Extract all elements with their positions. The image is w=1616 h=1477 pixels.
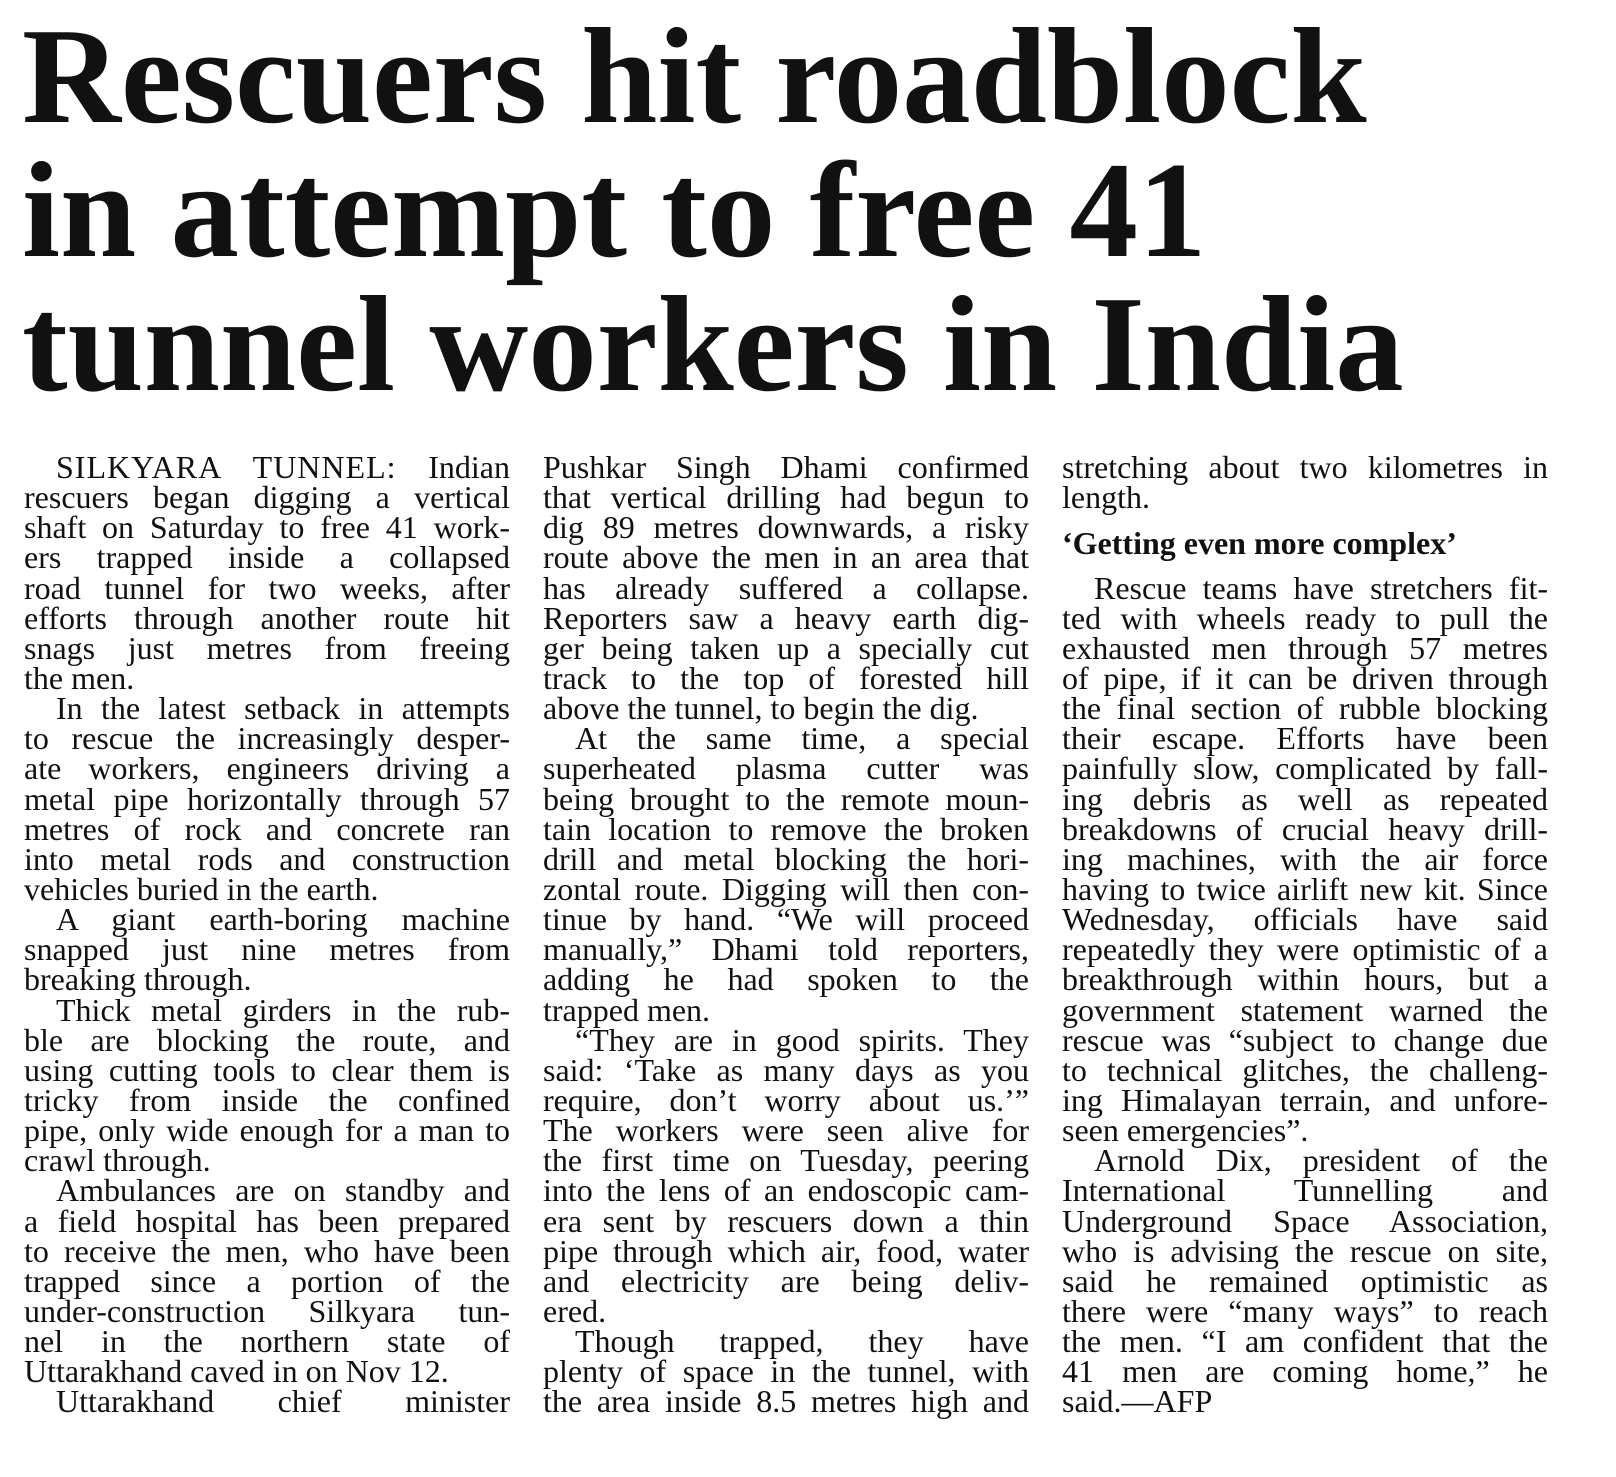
body-line: adding he had spoken to the — [543, 961, 1029, 998]
body-line: to rescue the increasingly desper- — [24, 720, 510, 757]
dateline: SILKYARA TUNNEL: — [56, 449, 397, 485]
body-line: shaft on Saturday to free 41 work- — [24, 509, 510, 546]
headline-line: Rescuers hit roadblock — [22, 0, 1367, 152]
body-line: said.—AFP — [1062, 1383, 1213, 1420]
body-line: trapped men. — [543, 991, 711, 1028]
body-line: of pipe, if it can be driven through — [1062, 660, 1548, 696]
body-line: The workers were seen alive for — [543, 1112, 1029, 1149]
body-line: 41 men are coming home,” he — [1062, 1353, 1548, 1390]
body-line: ble are blocking the route, and — [24, 1021, 510, 1058]
body-line: metal pipe horizontally through 57 — [24, 780, 510, 817]
body-line: using cutting tools to clear them is — [24, 1051, 510, 1088]
body-line: ing debris as well as repeated — [1062, 780, 1548, 817]
body-line: a field hospital has been prepared — [24, 1202, 510, 1239]
body-line: era sent by rescuers down a thin — [543, 1202, 1029, 1239]
body-line: there were “many ways” to reach — [1062, 1292, 1548, 1329]
body-line: the men. “I am confident that the — [1062, 1323, 1548, 1360]
body-line: pipe through which air, food, water — [543, 1232, 1029, 1269]
body-line: length. — [1062, 479, 1150, 516]
body-line: Thick metal girders in the rub- — [56, 991, 510, 1028]
body-line: road tunnel for two weeks, after — [24, 569, 510, 606]
body-line: tain location to remove the broken — [543, 810, 1029, 847]
body-line: the final section of rubble blocking — [1062, 690, 1548, 727]
body-line: above the tunnel, to begin the dig. — [543, 690, 979, 727]
body-line: said he remained optimistic as — [1062, 1262, 1548, 1299]
body-line: ted with wheels ready to pull the — [1062, 599, 1548, 636]
body-line: plenty of space in the tunnel, with — [543, 1353, 1029, 1390]
body-line: efforts through another route hit — [24, 599, 510, 636]
body-line: ers trapped inside a collapsed — [24, 539, 510, 576]
body-line: track to the top of forested hill — [543, 659, 1029, 696]
body-line: tinue by hand. “We will proceed — [543, 901, 1029, 938]
body-line: require, don’t worry about us.’” — [543, 1081, 1029, 1118]
body-line: having to twice airlift new kit. Since — [1062, 870, 1548, 907]
headline-line: tunnel workers in India — [22, 268, 1404, 420]
body-line: Pushkar Singh Dhami confirmed — [543, 449, 1029, 485]
body-line: drill and metal blocking the hori- — [543, 840, 1029, 877]
body-line: exhausted men through 57 metres — [1062, 629, 1548, 666]
body-line: Though trapped, they have — [575, 1323, 1029, 1360]
article-column-1 — [24, 449, 510, 1420]
body-line: rescuers began digging a vertical — [24, 479, 510, 516]
body-line: their escape. Efforts have been — [1062, 720, 1548, 757]
body-line: breakdowns of crucial heavy drill- — [1062, 810, 1548, 847]
body-line: said: ‘Take as many days as you — [543, 1051, 1029, 1088]
body-line: crawl through. — [24, 1142, 211, 1179]
body-line: nel in the northern state of — [24, 1323, 510, 1360]
body-line: Uttarakhand chief minister — [56, 1383, 510, 1420]
body-line: that vertical drilling had begun to — [543, 479, 1029, 516]
body-line: under-construction Silkyara tun- — [24, 1292, 510, 1329]
body-line: metres of rock and concrete ran — [24, 810, 510, 847]
body-line: stretching about two kilometres in — [1062, 449, 1548, 485]
body-line: Ambulances are on standby and — [56, 1172, 510, 1209]
body-line: the first time on Tuesday, peering — [543, 1142, 1029, 1179]
body-line: breakthrough within hours, but a — [1062, 961, 1548, 998]
body-line-text: Indian — [428, 449, 510, 485]
body-line: Uttarakhand caved in on Nov 12. — [24, 1353, 449, 1390]
body-line: zontal route. Digging will then con- — [543, 870, 1029, 907]
body-line: snapped just nine metres from — [24, 931, 510, 968]
body-line: and electricity are being deliv- — [543, 1262, 1029, 1299]
body-line: who is advising the rescue on site, — [1062, 1232, 1548, 1269]
body-line: has already suffered a collapse. — [543, 569, 1029, 606]
body-line: superheated plasma cutter was — [543, 750, 1029, 787]
body-line: ing Himalayan terrain, and unfore- — [1062, 1081, 1548, 1118]
body-line: tricky from inside the confined — [24, 1081, 510, 1118]
body-line: snags just metres from freeing — [24, 629, 510, 666]
body-line: ing machines, with the air force — [1062, 840, 1548, 877]
body-line: A giant earth-boring machine — [56, 901, 510, 938]
body-line: International Tunnelling and — [1062, 1172, 1548, 1209]
body-line: repeatedly they were optimistic of a — [1062, 931, 1548, 968]
body-line: seen emergencies”. — [1062, 1112, 1309, 1149]
body-line: government statement warned the — [1062, 991, 1548, 1028]
body-line: the area inside 8.5 metres high and — [543, 1383, 1029, 1420]
body-line: pipe, only wide enough for a man to — [24, 1112, 510, 1149]
body-line — [24, 449, 510, 485]
article-column-2 — [543, 449, 1029, 1420]
body-line: Reporters saw a heavy earth dig- — [543, 599, 1029, 636]
body-line: to receive the men, who have been — [24, 1232, 510, 1269]
body-line: painfully slow, complicated by fall- — [1062, 750, 1548, 787]
subhead: ‘Getting even more complex’ — [1062, 525, 1457, 562]
headline-line: in attempt to free 41 — [22, 134, 1207, 286]
article-column-3 — [1062, 449, 1548, 1420]
body-line: manually,” Dhami told reporters, — [543, 931, 1029, 968]
body-line: vehicles buried in the earth. — [24, 870, 379, 907]
body-line: being brought to the remote moun- — [543, 780, 1029, 817]
body-line: to technical glitches, the challeng- — [1062, 1051, 1548, 1088]
body-line: ger being taken up a specially cut — [543, 629, 1029, 666]
body-line: rescue was “subject to change due — [1062, 1021, 1548, 1058]
body-line: Underground Space Association, — [1062, 1202, 1548, 1239]
body-line: At the same time, a special — [575, 720, 1029, 757]
body-line: In the latest setback in attempts — [56, 690, 510, 727]
headline — [22, 0, 1404, 420]
body-line: the men. — [24, 659, 135, 696]
body-line: breaking through. — [24, 961, 252, 998]
body-line: into metal rods and construction — [24, 840, 510, 877]
body-line: ered. — [543, 1292, 607, 1329]
body-line: “They are in good spirits. They — [575, 1021, 1029, 1058]
body-line: Arnold Dix, president of the — [1094, 1142, 1548, 1179]
body-line: Wednesday, officials have said — [1062, 901, 1548, 938]
body-line: ate workers, engineers driving a — [24, 750, 510, 787]
body-line: dig 89 metres downwards, a risky — [543, 509, 1029, 546]
body-line: route above the men in an area that — [543, 539, 1029, 576]
body-line: into the lens of an endoscopic cam- — [543, 1172, 1029, 1209]
body-line: Rescue teams have stretchers fit- — [1094, 569, 1548, 606]
body-line: trapped since a portion of the — [24, 1262, 510, 1299]
